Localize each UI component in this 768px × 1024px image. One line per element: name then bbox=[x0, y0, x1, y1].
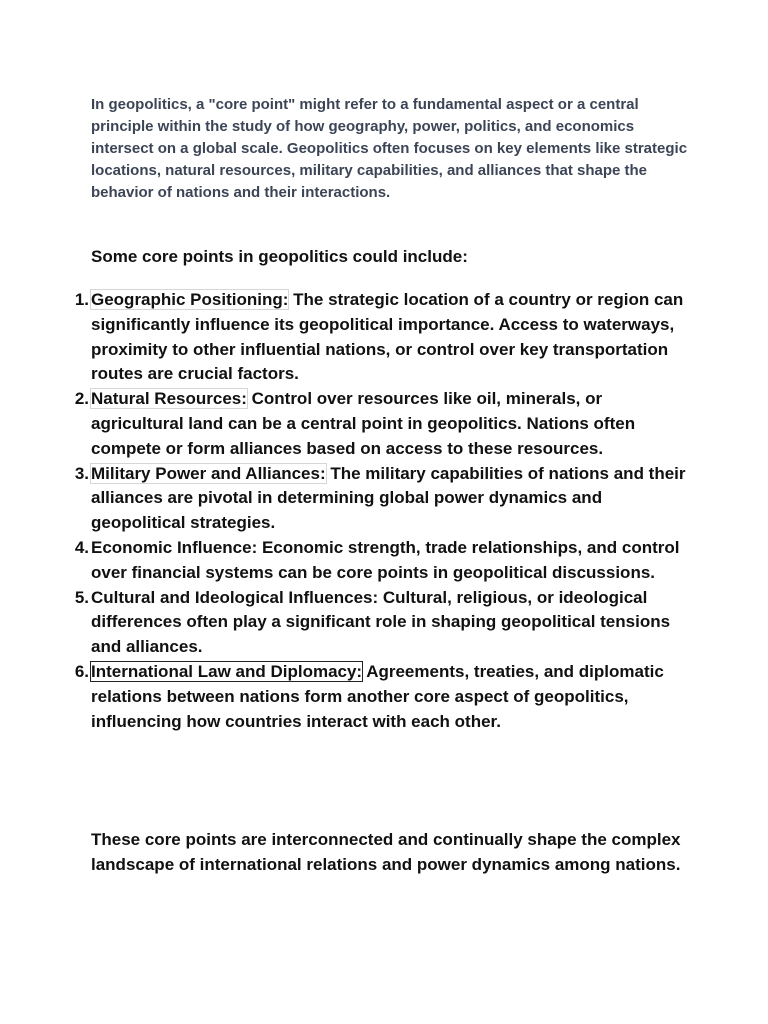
list-item bbox=[74, 536, 691, 586]
list-item bbox=[74, 586, 691, 660]
list-item bbox=[74, 387, 691, 461]
list-item bbox=[74, 660, 691, 734]
list-item-text: Control over resources like oil, minerals, or agricultural land can be a central point in geopolitics. Nations often compete or form alliances based on access to these resources. bbox=[91, 389, 636, 458]
list-item-text: Agreements, treaties, and diplomatic relations between nations form another core aspect of geopolitics, influencing how countries interact with each other. bbox=[91, 661, 664, 731]
list-item bbox=[74, 288, 691, 387]
core-points-list bbox=[74, 288, 691, 734]
list-item-term: Economic Influence: bbox=[91, 537, 258, 557]
list-item bbox=[74, 462, 691, 536]
list-item-number: 5. bbox=[74, 587, 89, 607]
list-item-text: Cultural, religious, or ideological differences often play a significant role in shaping geopolitical tensions and alliances. bbox=[91, 587, 671, 657]
list-item-number: 4. bbox=[74, 537, 89, 557]
list-item-term: Military Power and Alliances: bbox=[91, 463, 326, 483]
list-item-number: 1. bbox=[74, 290, 89, 309]
list-item-text: The strategic location of a country or region can significantly influence its geopolitical importance. Access to waterways, proximity to other influential nations, or control over key transportation routes are crucial factors. bbox=[91, 290, 684, 384]
list-item-number: 6. bbox=[74, 661, 89, 681]
list-item-number: 2. bbox=[74, 389, 89, 409]
list-item-term: International Law and Diplomacy: bbox=[91, 661, 363, 681]
list-item-text: The military capabilities of nations and their alliances are pivotal in determining global power dynamics and geopolitical strategies. bbox=[91, 463, 686, 533]
list-lead-in: Some core points in geopolitics could include: bbox=[91, 247, 468, 266]
list-item-term: Geographic Positioning: bbox=[91, 290, 289, 309]
list-item-term: Cultural and Ideological Influences: bbox=[91, 587, 379, 607]
intro-paragraph: In geopolitics, a "core point" might refer to a fundamental aspect or a central principle within the study of how geography, power, politics, and economics intersect on a global scale. Geopolitics often focuses on key elements like strategic locations, natural resources, military capabilities, and alliances that shape the behavior of nations and their interactions. bbox=[91, 96, 688, 201]
list-item-text: Economic strength, trade relationships, and control over financial systems can be core points in geopolitical discussions. bbox=[91, 537, 680, 582]
closing-paragraph: These core points are interconnected and continually shape the complex landscape of international relations and power dynamics among nations. bbox=[91, 830, 681, 874]
list-item-number: 3. bbox=[74, 463, 89, 483]
list-item-term: Natural Resources: bbox=[91, 389, 247, 409]
